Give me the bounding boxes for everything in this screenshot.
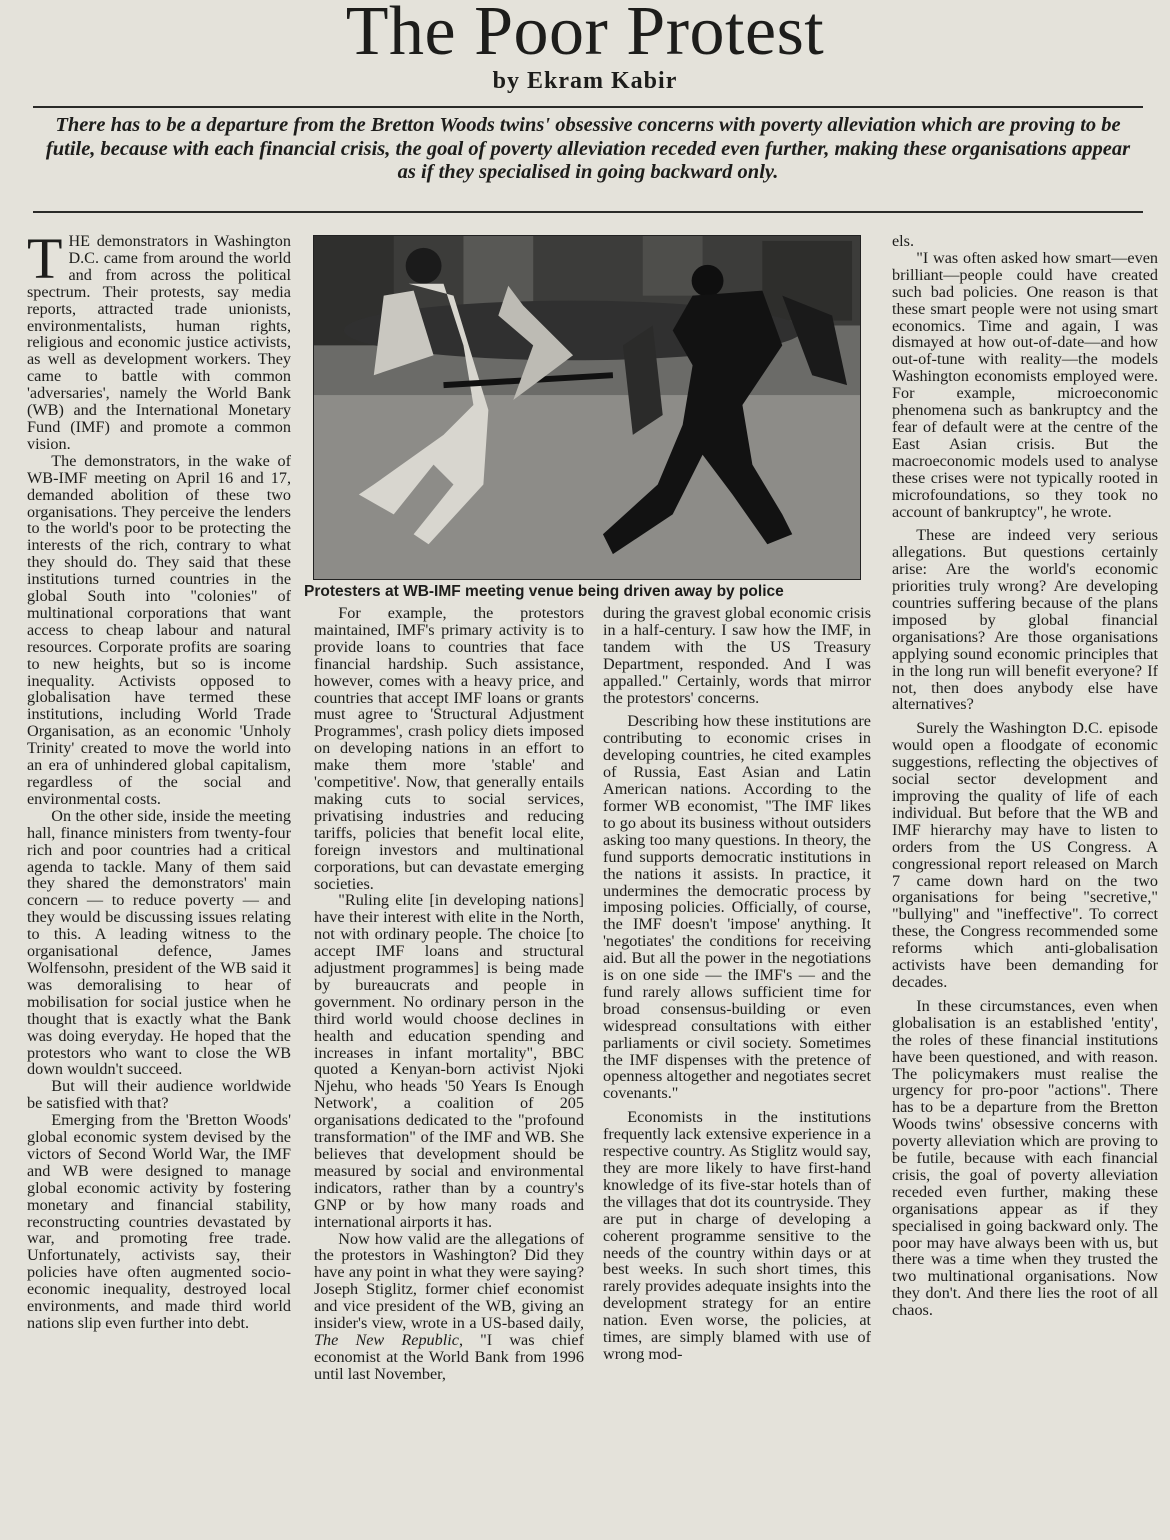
column-2-paragraph-3	[314, 1231, 584, 1383]
column-1-paragraph-1	[27, 233, 291, 453]
column-4-paragraph-4: In these circumstances, even when globalisation is an established 'entity', the roles of these financial institutions have been questioned, and with reason. The policymakers must realise the urgency for pro-poor "actions". There has to be a departure from the Bretton Woods twins' obsessive concerns with poverty alleviation which are proving to be futile, because with each financial crisis, the goal of poverty alleviation receded even further, making these organisations appear as if they specialised in going backward only. The poor may have always been with us, but there was a time when they trusted the two multinational organisations. Now they don't. And there lies the root of all chaos.	[892, 996, 1158, 1320]
paragraph-text: Now how valid are the allegations of the protestors in Washington? Did they have any point in what they were saying? Joseph Stiglitz, former chief economist and vice president of the WB, giving an insider's view, wrote in a US-based daily,	[314, 1229, 584, 1333]
paragraph-text: HE demonstrators in Washington D.C. came from around the world and from across the political spectrum. Their protests, say media reports, attracted trade unionists, environmentalists, human rights, religious and economic justice activists, as well as development workers. They came to battle with common 'adversaries', namely the World Bank (WB) and the International Monetary Fund (IMF) and promote a common vision.	[27, 233, 291, 453]
column-1	[27, 233, 291, 1538]
photo-caption: Protesters at WB-IMF meeting venue being driven away by police	[304, 583, 784, 600]
bottom-rule	[33, 211, 1143, 213]
drop-cap: T	[27, 233, 63, 291]
column-2	[314, 605, 584, 1538]
column-1-paragraph-4: But will their audience worldwide be satisfied with that?	[27, 1077, 291, 1113]
paragraph-text-continued: , "I was chief economist at the World Bank from 1996 until last November,	[314, 1330, 584, 1383]
column-3	[603, 605, 871, 1538]
column-4-paragraph-0: els.	[892, 233, 915, 250]
deck-summary: There has to be a departure from the Bretton Woods twins' obsessive concerns with poverty alleviation which are proving to be futile, because with each financial crisis, the goal of poverty alleviation receded even further, making these organisations appear as if they specialised in going backward only.	[45, 114, 1131, 183]
column-1-paragraph-3: On the other side, inside the meeting hall, finance ministers from twenty-four rich and poor countries had a critical agenda to tackle. Many of them said they shared the demonstrators' main concern — to reduce poverty — and they would be discussing issues relating to this. A leading witness to the organisational defence, James Wolfensohn, president of the WB said it was demoralising to hear of mobilisation for social justice when he thought that is exactly what the Bank was doing everyday. He hoped that the protestors who want to close the WB down wouldn't succeed.	[27, 806, 291, 1079]
protest-photo	[313, 235, 861, 580]
column-4-paragraph-1: "I was often asked how smart—even brilliant—people could have created such bad policies. One reason is that these smart people were not using smart economics. Time and again, I was dismayed at how out-of-date—and how out-of-tune with reality—the models Washington economists employed were. For example, microeconomic phenomena such as bankruptcy and the fear of default were at the centre of the East Asian crisis. But the macroeconomic models used to analyse these crises were not typically rooted in microfoundations, so they took no account of bankruptcy", he wrote.	[892, 248, 1158, 521]
column-3-paragraph-3: Economists in the institutions frequently lack extensive experience in a respective country. As Stiglitz would say, they are more likely to have first-hand knowledge of its five-star hotels than of the villages that dot its countryside. They are put in charge of developing a coherent programme sensitive to the needs of the country within days or at best weeks. In such short times, this rarely provides adequate insights into the development strategy for an entire nation. Even worse, the policies, at times, are simply blamed with use of wrong mod-	[603, 1108, 871, 1363]
publication-title: The New Republic	[314, 1330, 459, 1349]
column-4-paragraph-2: These are indeed very serious allegations. But questions certainly arise: Are the world's economic priorities truly wrong? Are developing countries suffering because of the plans imposed by global financial organisations? Are those organisations applying sound economic principles that in the long run will benefit everyone? If not, then does anybody else have alternatives?	[892, 526, 1158, 714]
column-1-paragraph-2: The demonstrators, in the wake of WB-IMF meeting on April 16 and 17, demanded abolition of these two organisations. They perceive the lenders to the world's poor to be protecting the interests of the rich, contrary to what they should do. They said that these institutions turned countries in the global South into "colonies" of multinational corporations that want access to cheap labour and natural resources. Corporate profits are soaring to new heights, but so is income inequality. Activists opposed to globalisation have termed these institutions, including World Trade Organisation, as an economic 'Unholy Trinity' created to move the world into an era of unhindered global capitalism, regardless of the social and environmental costs.	[27, 451, 291, 808]
headline: The Poor Protest	[345, 0, 825, 70]
top-rule	[33, 106, 1143, 108]
column-4-paragraph-3: Surely the Washington D.C. episode would open a floodgate of economic suggestions, reflecting the objectives of social sector development and improving the quality of life of each individual. But before that the WB and IMF hierarchy may have to listen to orders from the US Congress. A congressional report released on March 7 came down hard on the two organisations for being "secretive," "bullying" and "ineffective". To correct these, the Congress recommended some reforms which anti-globalisation activists have been demanding for decades.	[892, 719, 1158, 991]
column-1-paragraph-5: Emerging from the 'Bretton Woods' global economic system devised by the victors of Second World War, the IMF and WB were designed to manage global economic activity by fostering monetary and financial stability, reconstructing countries devastated by war, and promoting free trade. Unfortunately, activists say, their policies have often augmented socio-economic inequality, destroyed local environments, and made third world nations slip even further into debt.	[27, 1111, 291, 1332]
column-2-paragraph-1: For example, the protestors maintained, IMF's primary activity is to provide loans to countries that face financial hardship. Such assistance, however, comes with a heavy price, and countries that accept IMF loans or grants must agree to 'Structural Adjustment Programmes', crash policy diets imposed on developing nations in an effort to make them more 'stable' and 'competitive'. Now, that generally entails making cuts to social services, privatising industries and reducing tariffs, policies that benefit local elite, foreign investors and multinational corporations, but can devastate emerging societies.	[314, 605, 584, 893]
byline: by Ekram Kabir	[492, 68, 678, 94]
protest-photo-illustration	[314, 236, 860, 579]
column-2-paragraph-2: "Ruling elite [in developing nations] have their interest with elite in the North, not with ordinary people. The choice [to accept IMF loans and structural adjustment programmes] is being made by bureaucrats and people in government. No ordinary person in the third world would choose declines in health and education spending and increases in infant mortality", BBC quoted a Kenyan-born activist Njoki Njehu, who heads '50 Years Is Enough Network', a coalition of 205 organisations dedicated to the "profound transformation" of the IMF and WB. She believes that development should be measured by social and environmental indicators, rather than by a country's GNP or by how many roads and international airports it has.	[314, 891, 584, 1231]
column-3-paragraph-2: Describing how these institutions are contributing to economic crises in developing countries, he cited examples of Russia, East Asian and Latin American nations. According to the former WB economist, "The IMF likes to go about its business without outsiders asking too many questions. In theory, the fund supports democratic institutions in the nations it assists. In practice, it undermines the democratic process by imposing policies. Officially, of course, the IMF doesn't 'impose' anything. It 'negotiates' the conditions for receiving aid. But all the power in the negotiations is on one side — the IMF's — and the fund rarely allows sufficient time for broad consensus-building or even widespread consultations with either parliaments or civil society. Sometimes the IMF dispenses with the pretence of openness altogether and negotiates secret covenants."	[603, 712, 871, 1103]
column-3-paragraph-1: during the gravest global economic crisis in a half-century. I saw how the IMF, in tandem with the US Treasury Department, responded. And I was appalled." Certainly, words that mirror the protestors' concerns.	[603, 605, 871, 707]
column-4	[892, 233, 1158, 1538]
